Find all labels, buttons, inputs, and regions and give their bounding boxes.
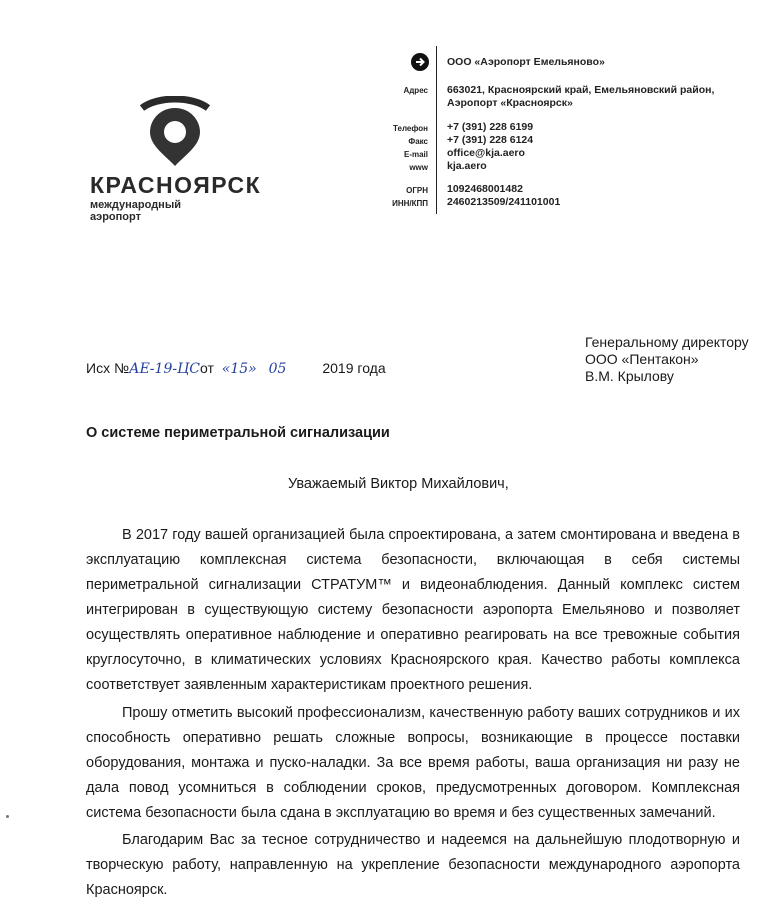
airport-pin-logo-icon [138, 96, 212, 168]
paragraph-2: Прошу отметить высокий профессионализм, качественную работу ваших сотрудников и их способность оперативно решать сложные вопросы, возникающие в процессе поставки оборудования, монтажа и пуско-наладки. За все время работы, ваша организация ни разу не дала повод усомниться в соблюдении сроков, предусмотренных договором. Комплексная система безопасности была сдана в эксплуатацию во время и без существенных замечаний. [86, 705, 740, 821]
greeting: Уважаемый Виктор Михайлович, [288, 476, 509, 492]
address-label: Адрес [403, 86, 428, 95]
handwritten-month: 05 [268, 361, 287, 377]
fax-value: +7 (391) 228 6124 [447, 134, 534, 146]
brand-subtitle: международный аэропорт [90, 199, 181, 223]
paragraph-3: Благодарим Вас за тесное сотрудничество и надеемся на дальнейшую плодотворную и творческую работу, направленную на укрепление безопасности международного аэропорта Красноярск. [86, 832, 740, 898]
margin-mark [6, 815, 9, 818]
company-name: ООО «Аэропорт Емельяново» [447, 56, 605, 68]
handwritten-number: АЕ-19-ЦС [128, 361, 201, 377]
brand-name: КРАСНОЯРСК [90, 172, 262, 198]
phone-label: Телефон [393, 124, 428, 133]
paragraph-1: В 2017 году вашей организацией была спроектирована, а затем смонтирована и введена в эксплуатацию комплексная система безопасности, включающая в себя системы периметральной сигнализации СТРАТУМ™ и видеонаблюдения. Данный комплекс систем интегрирован в существующую систему безопасности аэропорта Емельяново и позволяет осуществлять оперативное наблюдение и оперативно реагировать на все тревожные события круглосуточно, в климатических условиях Красноярского края. Качество работы комплекса соответствует заявленным характеристикам проектного решения. [86, 527, 740, 693]
outgoing-number: Исх №АЕ-19-ЦСот «15» 05 2019 года [86, 360, 386, 377]
header-divider [436, 46, 437, 214]
www-label: www [409, 163, 428, 172]
recipient-block: Генеральному директору ООО «Пентакон» В.М. Крылову [585, 334, 749, 384]
ogrn-value: 1092468001482 [447, 183, 523, 195]
inn-label: ИНН/КПП [392, 199, 428, 208]
email-value: office@kja.aero [447, 147, 525, 159]
fax-label: Факс [408, 137, 428, 146]
email-label: E-mail [403, 150, 428, 159]
letter-subject: О системе периметральной сигнализации [86, 425, 390, 441]
arrow-right-circle-icon [411, 53, 429, 71]
handwritten-day: «15» [221, 361, 257, 377]
phone-value: +7 (391) 228 6199 [447, 121, 534, 133]
www-value: kja.aero [447, 160, 487, 172]
ogrn-label: ОГРН [406, 186, 428, 195]
inn-value: 2460213509/241101001 [447, 196, 561, 208]
address-value: 663021, Красноярский край, Емельяновский район, Аэропорт «Красноярск» [447, 84, 715, 109]
